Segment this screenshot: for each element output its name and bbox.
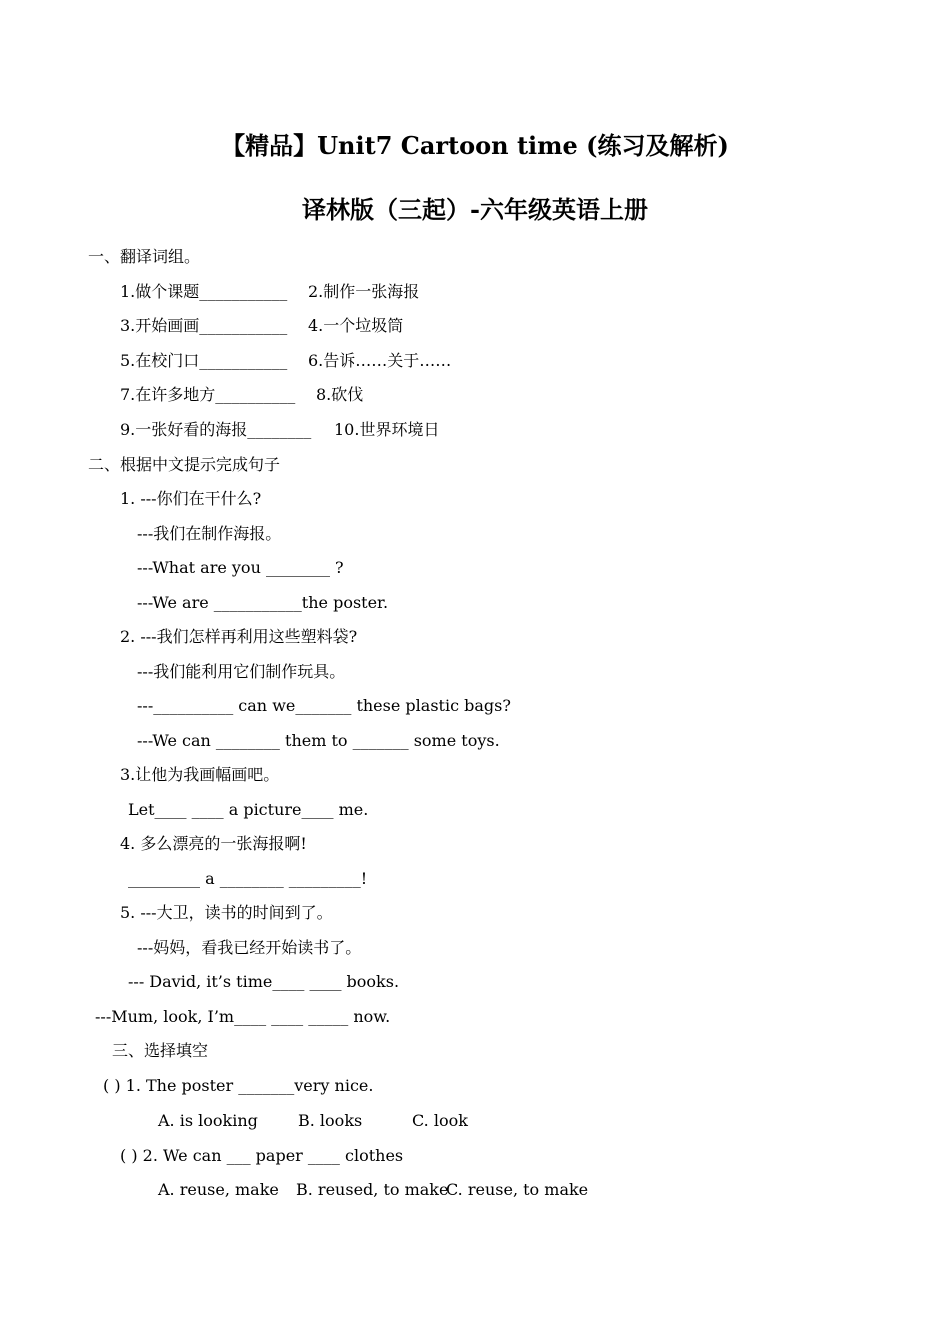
section2-heading: 二、根据中文提示完成句子 <box>88 455 281 474</box>
document-title: 【精品】Unit7 Cartoon time (练习及解析) <box>221 131 729 160</box>
s3-q1-option-c: C. look <box>412 1111 468 1130</box>
s3-q2-option-c: C. reuse, to make <box>446 1180 589 1199</box>
s3-q2-stem: ( ) 2. We can ___ paper ____ clothes <box>120 1146 404 1165</box>
s2-q4-en: _________ a ________ _________! <box>128 869 368 888</box>
s1-item-10: 10.世界环境日 <box>334 420 440 439</box>
s3-q1-option-a: A. is looking <box>158 1111 258 1130</box>
s1-item-6: 6.告诉……关于…… <box>308 351 452 370</box>
s1-item-1: 1.做个课题___________ <box>120 282 288 301</box>
s2-q4-cn: 4. 多么漂亮的一张海报啊! <box>120 834 307 853</box>
s2-q5-en1: --- David, it’s time____ ____ books. <box>128 972 400 991</box>
s2-q2-cn1: 2. ---我们怎样再利用这些塑料袋? <box>120 627 358 646</box>
s2-q1-en1: ---What are you ________ ? <box>137 558 344 577</box>
s2-q3-cn: 3.让他为我画幅画吧。 <box>120 765 280 784</box>
s2-q2-en1: ---__________ can we_______ these plastic bags? <box>137 696 511 715</box>
s1-item-9: 9.一张好看的海报________ <box>120 420 312 439</box>
s3-q1-stem: ( ) 1. The poster _______very nice. <box>103 1076 374 1095</box>
s1-item-3: 3.开始画画___________ <box>120 316 288 335</box>
s1-item-8: 8.砍伐 <box>316 385 364 404</box>
s3-q2-option-b: B. reused, to make <box>296 1180 449 1199</box>
s2-q1-en2: ---We are ___________the poster. <box>137 593 389 612</box>
s1-item-7: 7.在许多地方__________ <box>120 385 296 404</box>
document-subtitle: 译林版（三起）-六年级英语上册 <box>302 195 648 224</box>
s2-q5-en2: ---Mum, look, I’m____ ____ _____ now. <box>95 1007 391 1026</box>
section3-heading: 三、选择填空 <box>112 1041 209 1060</box>
s1-item-2: 2.制作一张海报 <box>308 282 420 301</box>
s2-q2-cn2: ---我们能利用它们制作玩具。 <box>137 662 346 681</box>
s1-item-4: 4.一个垃圾筒 <box>308 316 404 335</box>
s3-q2-option-a: A. reuse, make <box>158 1180 279 1199</box>
s2-q5-cn2: ---妈妈，看我已经开始读书了。 <box>137 938 362 957</box>
s2-q2-en2: ---We can ________ them to _______ some toys. <box>137 731 500 750</box>
s2-q1-cn1: 1. ---你们在干什么? <box>120 489 262 508</box>
section1-heading: 一、翻译词组。 <box>88 247 201 266</box>
s2-q5-cn1: 5. ---大卫，读书的时间到了。 <box>120 903 333 922</box>
s2-q3-en: Let____ ____ a picture____ me. <box>128 800 369 819</box>
s2-q1-cn2: ---我们在制作海报。 <box>137 524 282 543</box>
s3-q1-option-b: B. looks <box>298 1111 363 1130</box>
s1-item-5: 5.在校门口___________ <box>120 351 288 370</box>
